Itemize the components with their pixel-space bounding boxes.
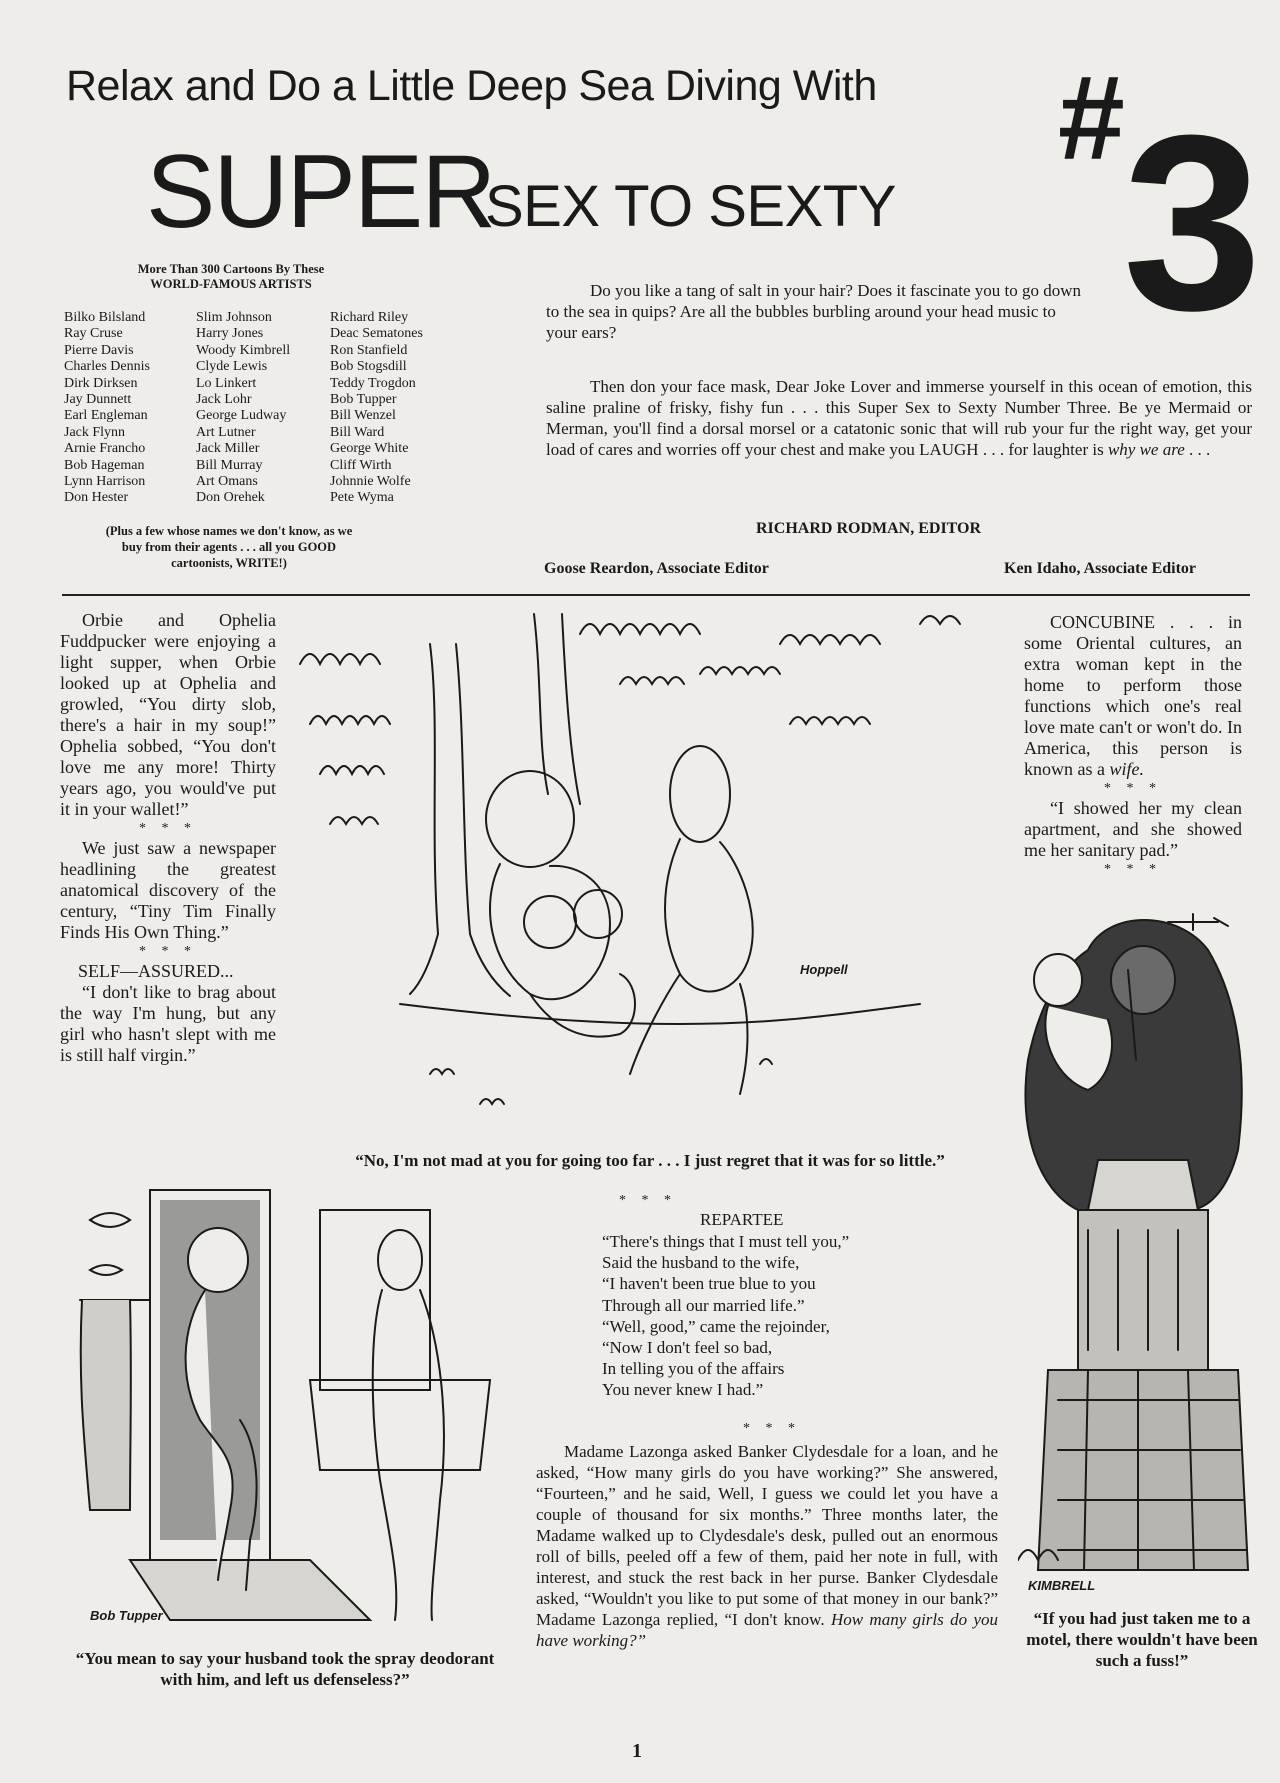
artist-name: Lo Linkert bbox=[196, 375, 257, 391]
joke-self-assured: “I don't like to brag about the way I'm hung, but any girl who hasn't slept with me is still half virgin.” bbox=[60, 982, 276, 1065]
repartee-poem bbox=[602, 1231, 849, 1401]
artist-name: Dirk Dirksen bbox=[64, 375, 138, 391]
right-column-jokes bbox=[1024, 612, 1242, 879]
artist-name: Woody Kimbrell bbox=[196, 342, 291, 358]
star-divider: * * * bbox=[139, 821, 197, 836]
artists-column-3 bbox=[330, 310, 423, 507]
artist-name: Cliff Wirth bbox=[330, 457, 392, 473]
bathroom-cartoon bbox=[70, 1180, 526, 1640]
artists-column-1 bbox=[64, 310, 150, 507]
star-divider: * * * bbox=[1104, 862, 1162, 877]
joke-heading-self-assured: SELF—ASSURED... bbox=[78, 961, 234, 981]
artist-name: Charles Dennis bbox=[64, 359, 150, 375]
artist-name: Lynn Harrison bbox=[64, 474, 146, 490]
poem-line: “There's things that I must tell you,” bbox=[602, 1232, 850, 1251]
story-madame-lazonga bbox=[536, 1441, 998, 1651]
poem-line: “Well, good,” came the rejoinder, bbox=[602, 1316, 830, 1336]
artist-name: Clyde Lewis bbox=[196, 359, 268, 375]
artists-note: (Plus a few whose names we don't know, as we buy from their agents . . . all you GOOD cartoonists, WRITE!) bbox=[105, 524, 353, 570]
caption-kong: “If you had just taken me to a motel, there wouldn't have been such a fuss!” bbox=[1026, 1609, 1258, 1670]
caption-bathroom: “You mean to say your husband took the spray deodorant with him, and left us defenseless?” bbox=[75, 1649, 495, 1689]
artist-name: Jay Dunnett bbox=[64, 392, 132, 408]
star-divider: * * * bbox=[743, 1421, 801, 1436]
artist-name: Deac Sematones bbox=[330, 326, 423, 342]
repartee-title: REPARTEE bbox=[700, 1210, 784, 1229]
artist-name: Arnie Francho bbox=[64, 441, 146, 457]
artist-name: Jack Lohr bbox=[196, 392, 252, 408]
artist-name: Bob Stogsdill bbox=[330, 359, 407, 375]
issue-digit: 3 bbox=[1122, 83, 1254, 362]
kong-signature: KIMBRELL bbox=[1028, 1578, 1096, 1593]
artist-name: Bob Hageman bbox=[64, 457, 145, 473]
intro-paragraph-2 bbox=[546, 376, 1252, 460]
intro-p2-italic: why we are bbox=[1107, 440, 1185, 459]
left-column-jokes bbox=[60, 610, 276, 1066]
caption-forest: “No, I'm not mad at you for going too far . . . I just regret that it was for so little.” bbox=[355, 1151, 945, 1170]
page-number: 1 bbox=[632, 1740, 642, 1762]
artists-column-2 bbox=[196, 310, 290, 507]
poem-line: “Now I don't feel so bad, bbox=[602, 1338, 773, 1358]
artist-name: Art Lutner bbox=[196, 424, 256, 440]
poem-line: “I haven't been true blue to you bbox=[602, 1274, 816, 1294]
artists-heading-line2: WORLD-FAMOUS ARTISTS bbox=[150, 277, 312, 291]
horizontal-rule bbox=[62, 594, 1250, 596]
associate-editor-right: Ken Idaho, Associate Editor bbox=[1004, 560, 1197, 577]
issue-number bbox=[1058, 51, 1254, 362]
poem-line: Said the husband to the wife, bbox=[602, 1253, 800, 1273]
associate-editor-left: Goose Reardon, Associate Editor bbox=[544, 560, 769, 577]
artist-name: Teddy Trogdon bbox=[330, 375, 416, 391]
artist-name: Don Orehek bbox=[196, 490, 265, 506]
star-divider: * * * bbox=[1104, 781, 1162, 796]
poem-line: In telling you of the affairs bbox=[602, 1359, 785, 1379]
editor-credit: RICHARD RODMAN, EDITOR bbox=[756, 520, 982, 537]
poem-line: Through all our married life.” bbox=[602, 1295, 805, 1315]
artist-name: Bill Murray bbox=[196, 457, 263, 473]
story-italic: How many girls do you have working?” bbox=[536, 1610, 999, 1650]
star-divider: * * * bbox=[619, 1193, 677, 1208]
joke-fuddpucker: Orbie and Ophelia Fuddpucker were enjoying a light supper, when Orbie looked up at Ophelia and growled, “You dirty slob, there's a hair in my soup!” Ophelia sobbed, “You don't love me any more! Thirty years ago, you would've put it in your wallet!” bbox=[60, 610, 276, 819]
artist-name: Earl Engleman bbox=[64, 408, 148, 424]
star-divider: * * * bbox=[139, 944, 197, 959]
joke-tiny-tim: We just saw a newspaper headlining the greatest anatomical discovery of the century, “Tiny Tim Finally Finds His Own Thing.” bbox=[60, 838, 276, 942]
artist-name: Bob Tupper bbox=[330, 392, 397, 408]
joke-apartment: “I showed her my clean apartment, and she showed me her sanitary pad.” bbox=[1024, 798, 1242, 860]
definition-text: CONCUBINE . . . in some Oriental cultures, an extra woman kept in the home to perform those functions which one's real love mate can't or won't do. In America, this person is known as a bbox=[1024, 612, 1242, 779]
forest-signature: Hoppell bbox=[800, 962, 848, 977]
kicker-headline: Relax and Do a Little Deep Sea Diving With bbox=[66, 62, 877, 110]
poem-line: You never knew I had.” bbox=[602, 1380, 764, 1400]
kong-skyscraper-cartoon bbox=[1018, 910, 1252, 1600]
artist-name: Bilko Bilsland bbox=[64, 310, 146, 325]
artist-name: Richard Riley bbox=[330, 310, 409, 325]
artist-name: Pierre Davis bbox=[64, 342, 134, 358]
artist-name: Slim Johnson bbox=[196, 310, 272, 325]
title-sex-to-sexty: SEX TO SEXTY bbox=[485, 174, 896, 239]
intro-p2-end: . . . bbox=[1184, 440, 1211, 459]
artist-name: Don Hester bbox=[64, 490, 129, 506]
artist-name: Harry Jones bbox=[196, 326, 264, 342]
artist-name: Johnnie Wolfe bbox=[330, 474, 411, 490]
story-text: Madame Lazonga asked Banker Clydesdale for a loan, and he asked, “How many girls do you have working?” She answered, “Fourteen,” and he said, Well, I guess we could let you have a couple of thousand for six months.” Three months later, the Madame walked up to Clydesdale's desk, pulled out an enormous roll of bills, peeled off a few of them, paid her note in full, with interest, and stuck the rest back in her purse. Banker Clydesdale asked, “Wouldn't you like to put some of that money in our bank?” Madame Lazonga replied, “I don't know. bbox=[536, 1442, 998, 1629]
artists-heading bbox=[100, 262, 362, 292]
artist-name: Ray Cruse bbox=[64, 326, 123, 342]
issue-hash: # bbox=[1058, 51, 1117, 185]
artist-name: George Ludway bbox=[196, 408, 287, 424]
artist-name: Bill Wenzel bbox=[330, 408, 396, 424]
definition-concubine bbox=[1024, 612, 1242, 780]
artist-name: Jack Flynn bbox=[64, 424, 126, 440]
intro-p2-text: Then don your face mask, Dear Joke Lover and immerse yourself in this ocean of emotion, this saline praline of frisky, fishy fun . . . this Super Sex to Sexty Number Three. Be ye Mermaid or Merman, you'll find a dorsal morsel or a catatonic sonic that will rub your fur the right way, get your load of cares and worries off your chest and make you LAUGH . . . for laughter is bbox=[546, 377, 1252, 459]
bathroom-signature: Bob Tupper bbox=[90, 1608, 163, 1623]
artist-name: Jack Miller bbox=[196, 441, 260, 457]
artist-name: George White bbox=[330, 441, 409, 457]
title-super: SUPER bbox=[146, 134, 495, 250]
intro-paragraph-1: Do you like a tang of salt in your hair? Does it fascinate you to go down to the sea in quips? Are all the bubbles burbling around your head music to your ears? bbox=[546, 281, 1081, 342]
artist-name: Bill Ward bbox=[330, 424, 385, 440]
forest-couple-cartoon bbox=[280, 604, 990, 1124]
artist-name: Ron Stanfield bbox=[330, 342, 408, 358]
artist-name: Pete Wyma bbox=[330, 490, 394, 506]
artist-name: Art Omans bbox=[196, 474, 258, 490]
definition-italic: wife. bbox=[1109, 759, 1144, 779]
artists-heading-line1: More Than 300 Cartoons By These bbox=[137, 262, 325, 276]
